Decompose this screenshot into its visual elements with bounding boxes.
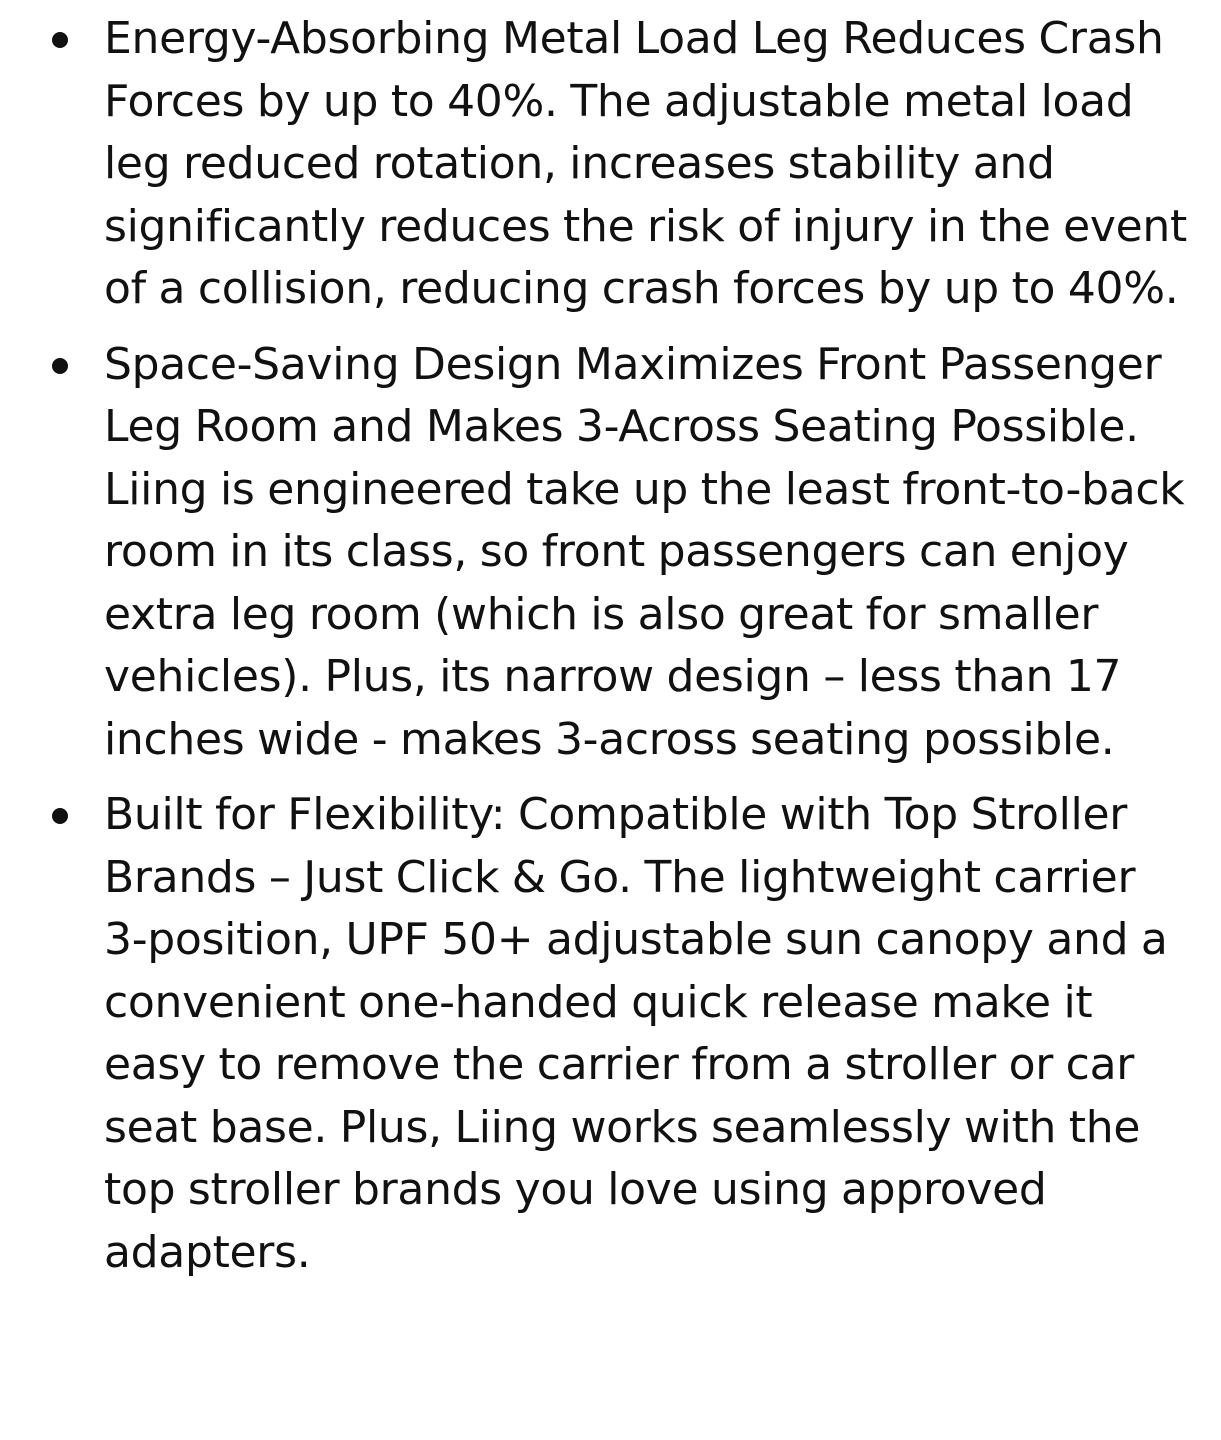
feature-bullet-list [0, 8, 1221, 1297]
feature-item-space-saving [0, 334, 1221, 772]
feature-item-load-leg [0, 8, 1221, 321]
bullet-icon [52, 808, 68, 824]
bullet-icon [52, 32, 68, 48]
feature-text: Built for Flexibility: Compatible with Top Stroller Brands – Just Click & Go. The lightweight carrier 3-position, UPF 50+ adjustable sun canopy and a convenient one-handed quick release make it easy to remove the carrier from a stroller or car seat base. Plus, Liing works seamlessly with the top stroller brands you love using approved adapters. [104, 789, 1168, 1278]
bullet-icon [52, 358, 68, 374]
feature-item-flexibility [0, 784, 1221, 1284]
feature-text: Energy-Absorbing Metal Load Leg Reduces Crash Forces by up to 40%. The adjustable metal load leg reduced rotation, increases stability and significantly reduces the risk of injury in the event of a collision, reducing crash forces by up to 40%. [104, 13, 1187, 314]
feature-text: Space-Saving Design Maximizes Front Passenger Leg Room and Makes 3-Across Seating Possible. Liing is engineered take up the least front-to-back room in its class, so front passengers can enjoy extra leg room (which is also great for smaller vehicles). Plus, its narrow design – less than 17 inches wide - makes 3-across seating possible. [104, 338, 1185, 765]
